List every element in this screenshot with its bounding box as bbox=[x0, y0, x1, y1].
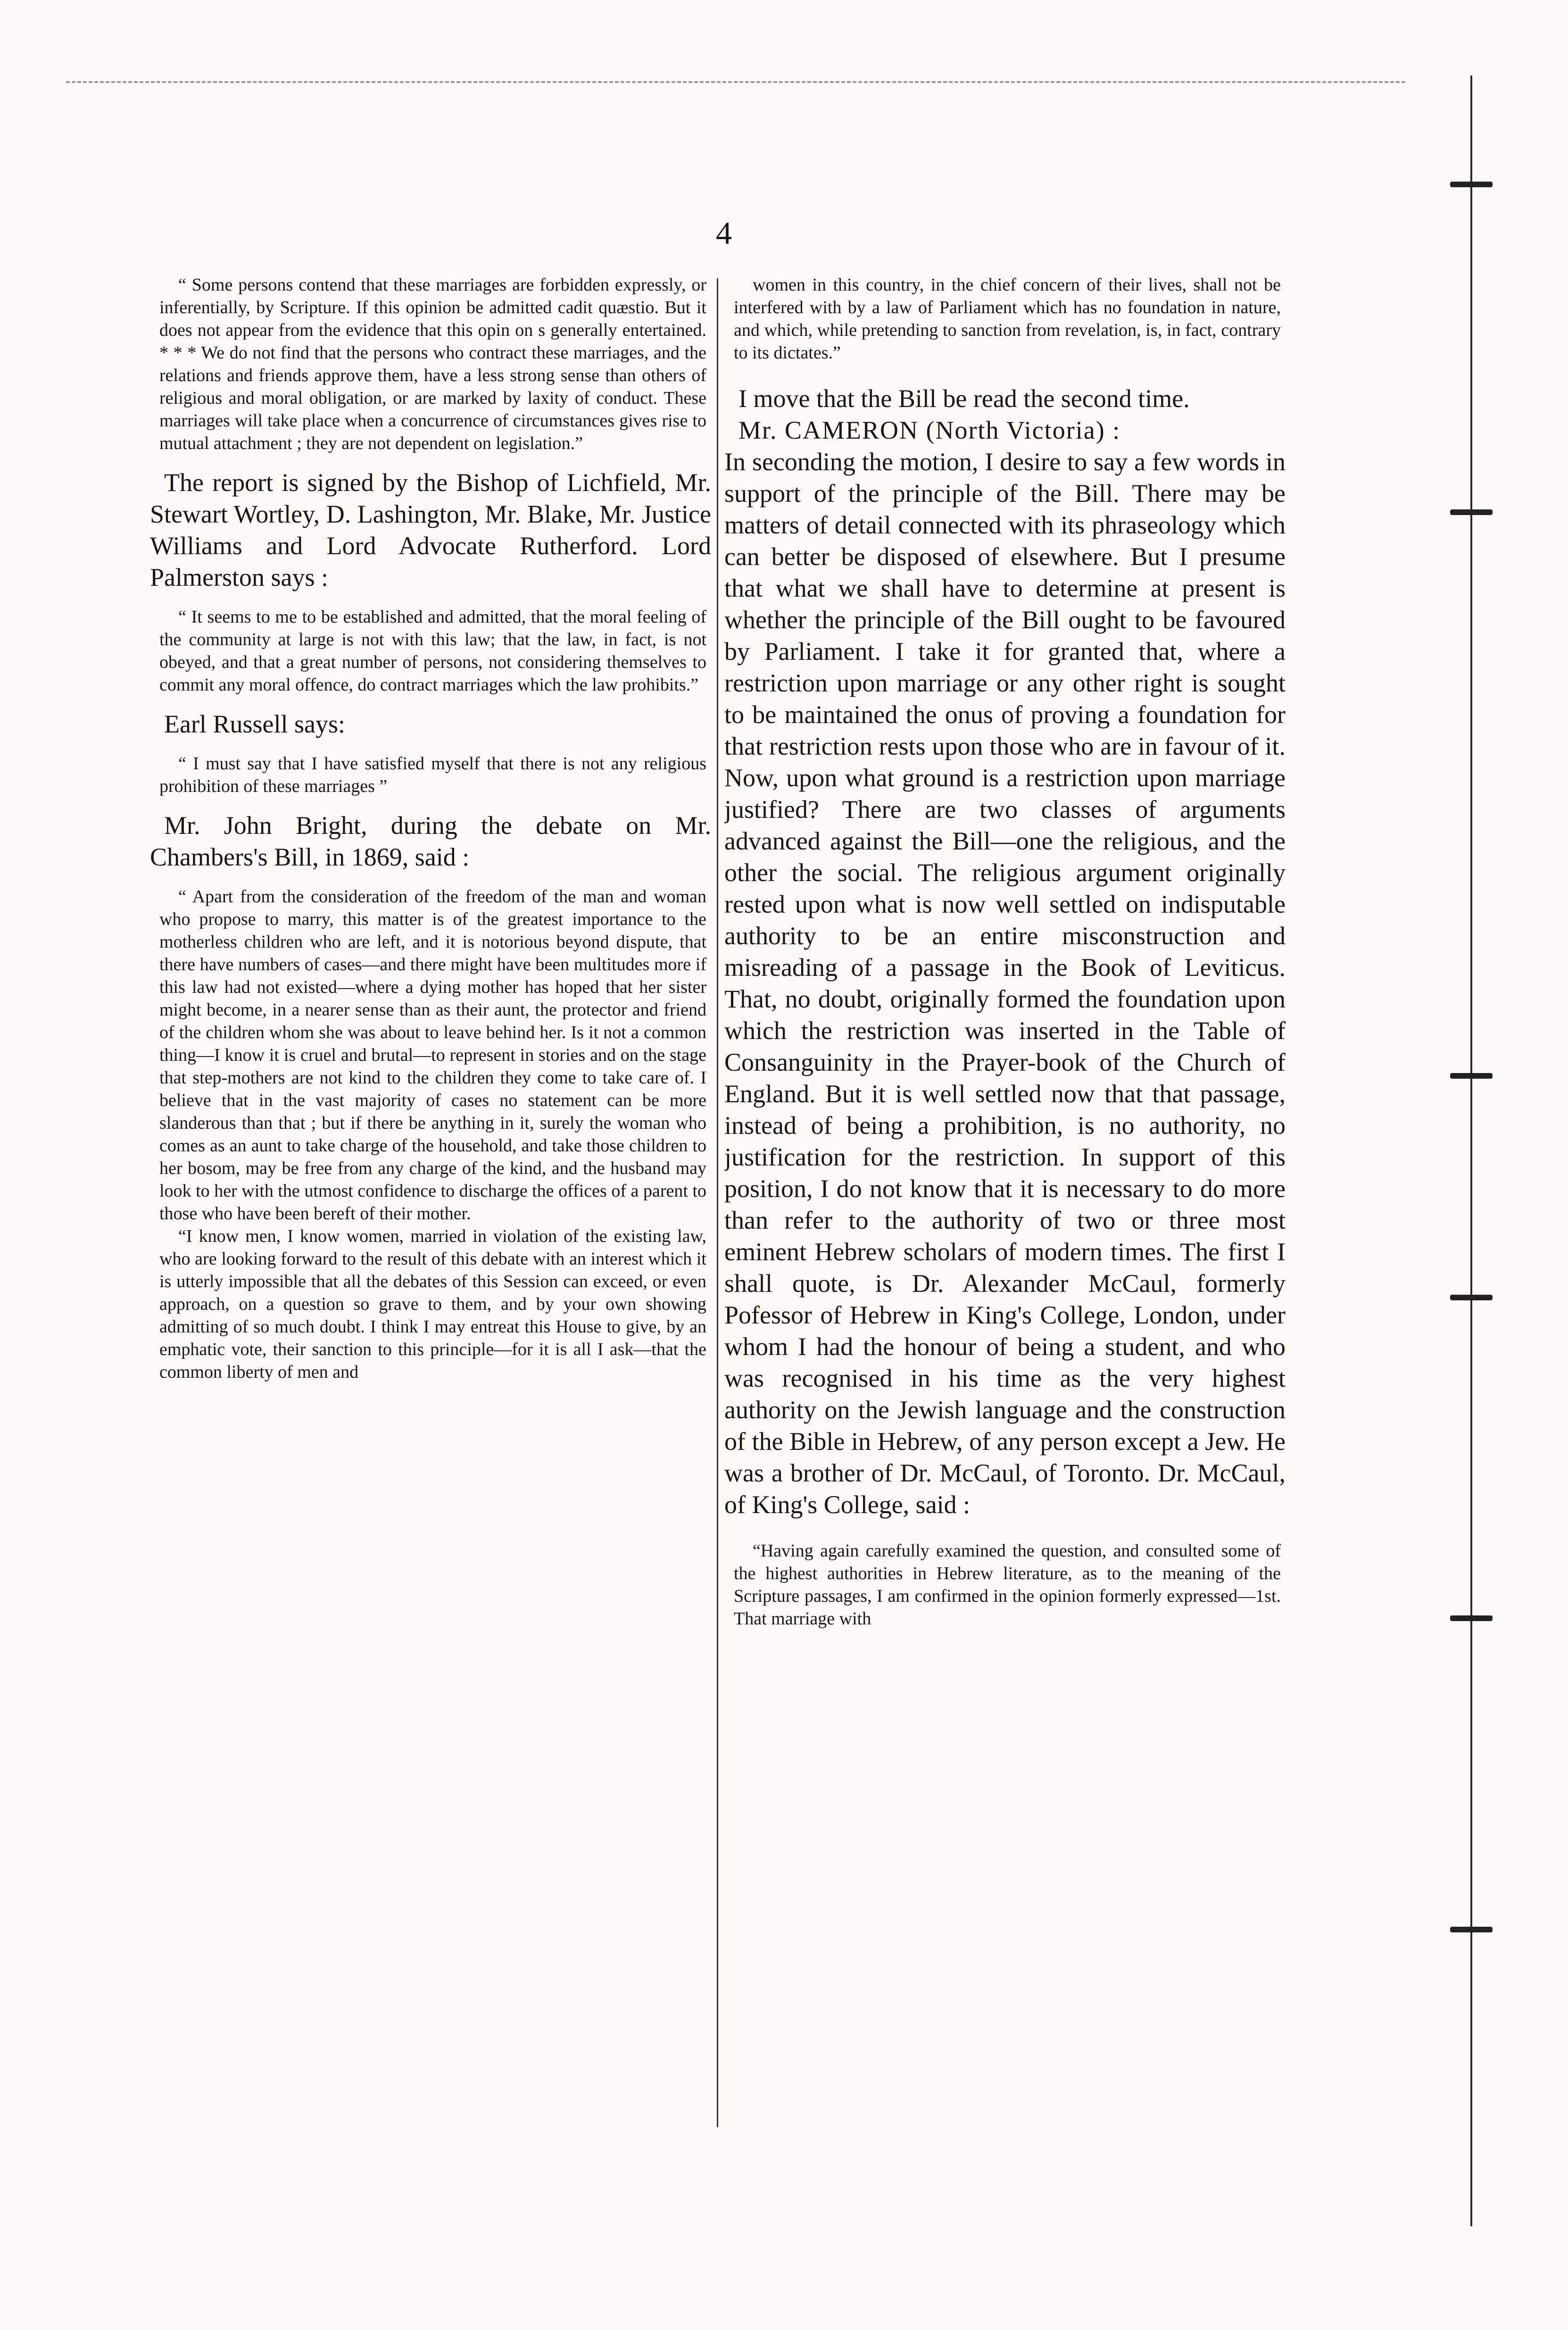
quote-bright-part-2: “I know men, I know women, married in violation of the existing law, who are looking forward to the result of this debate with an interest which it is utterly impossible that all the debates of this Session can exceed, or even approach, on a question so grave to them, and by your own showing admitting of so much doubt. I think I may entreat this House to give, by an emphatic vote, their sanction to this principle—for it is all I ask—that the common liberty of men and bbox=[159, 1226, 706, 1382]
paragraph-motion: I move that the Bill be read the second time. bbox=[738, 384, 1190, 413]
quote-palmerston: “ It seems to me to be established and admitted, that the moral feeling of the community at large is not with this law; that the law, in fact, is not obeyed, and that a great number of persons, not considering themselves to commit any moral offence, do contract marriages which the law prohibits.” bbox=[159, 607, 706, 695]
binding-mark bbox=[1450, 509, 1493, 515]
paragraph-earl-russell: Earl Russell says: bbox=[164, 710, 345, 738]
paragraph-john-bright: Mr. John Bright, during the debate on Mr. Chambers's Bill, in 1869, said : bbox=[150, 811, 711, 871]
binding-mark bbox=[1450, 182, 1493, 187]
binding-mark bbox=[1450, 1073, 1493, 1079]
paragraph-cameron-speech: In seconding the motion, I desire to say a few words in support of the principle of the Bill. There may be matters of detail connected with its phraseology which can better be disposed of elsewhere. But I presume that what we shall have to determine at present is whether the principle of the Bill ought to be favoured by Parliament. I take it for granted that, where a restriction upon marriage or any other right is sought to be maintained the onus of proving a foundation for that restriction rests upon those who are in favour of it. Now, upon what ground is a restriction upon marriage justified? There are two classes of arguments advanced against the Bill—one the religious, and the other the social. The religious argument originally rested upon what is now well settled on indisputable authority to be an entire misconstruction and misreading of a passage in the Book of Leviticus. That, no doubt, originally formed the foundation upon which the restriction was inserted in the Table of Consanguinity in the Prayer-book of the Church of England. But it is well settled now that that passage, instead of being a prohibition, is no authority, no justification for the restriction. In support of this position, I do not know that it is necessary to do more than refer to the authority of two or three most eminent Hebrew scholars of modern times. The first I shall quote, is Dr. Alexander McCaul, formerly Pofessor of Hebrew in King's College, London, under whom I had the honour of being a student, and who was recognised in his time as the very highest authority on the Jewish language and the construction of the Bible in Hebrew, of any person except a Jew. He was a brother of Dr. McCaul, of Toronto. Dr. McCaul, of King's College, said : bbox=[724, 448, 1286, 1519]
top-rule bbox=[66, 81, 1405, 83]
page-number: 4 bbox=[716, 215, 732, 251]
quote-bright-continued: women in this country, in the chief concern of their lives, shall not be interfered with by a law of Parliament which has no foundation in nature, and which, while pretending to sanction from revelation, is, in fact, contrary to its dictates.” bbox=[734, 275, 1281, 363]
paragraph-report-signatories: The report is signed by the Bishop of Lichfield, Mr. Stewart Wortley, D. Lashington, Mr. Blake, Mr. Justice Williams and Lord Advocate Rutherford. Lord Palmerston says : bbox=[150, 468, 711, 591]
binding-mark bbox=[1450, 1295, 1493, 1300]
speaker-cameron: Mr. CAMERON (North Victoria) : bbox=[738, 416, 1121, 444]
quote-bright-part-1: “ Apart from the consideration of the freedom of the man and woman who propose to marry, this matter is of the greatest importance to the motherless children who are left, and it is notorious beyond dispute, that there have numbers of cases—and there might have been multitudes more if this law had not existed—where a dying mother has hoped that her sister might become, in a nearer sense than as their aunt, the protector and friend of the children whom she was about to leave behind her. Is it not a common thing—I know it is cruel and brutal—to represent in stories and on the stage that step-mothers are not kind to the children they come to take care of. I believe that in the vast majority of cases no statement can be more slanderous than that ; but if there be anything in it, surely the woman who comes as an aunt to take charge of the household, and take those children to her bosom, may be free from any charge of the kind, and the husband may look to her with the utmost confidence to discharge the offices of a parent to those who have been bereft of their mother. bbox=[159, 887, 706, 1223]
right-column bbox=[724, 274, 1286, 2231]
binding-margin-rule bbox=[1469, 75, 1474, 2226]
quote-mccaul: “Having again carefully examined the question, and consulted some of the highest authorities in Hebrew literature, as to the meaning of the Scripture passages, I am confirmed in the opinion formerly expressed—1st. That marriage with bbox=[734, 1541, 1281, 1629]
quote-royal-commission: “ Some persons contend that these marriages are forbidden expressly, or inferentially, by Scripture. If this opinion be admitted cadit quæstio. But it does not appear from the evidence that this opin on s generally entertained. * * * We do not find that the persons who contract these marriages, and the relations and friends approve them, have a less strong sense than others of religious and moral obligation, or are marked by laxity of conduct. These marriages will take place when a concurrence of circumstances gives rise to mutual attachment ; they are not dependent on legislation.” bbox=[159, 275, 706, 453]
binding-mark bbox=[1450, 1927, 1493, 1932]
left-column bbox=[150, 274, 711, 2231]
binding-mark bbox=[1450, 1615, 1493, 1621]
quote-russell: “ I must say that I have satisfied myself that there is not any religious prohibition of these marriages ” bbox=[159, 754, 706, 796]
column-divider bbox=[717, 278, 718, 2127]
